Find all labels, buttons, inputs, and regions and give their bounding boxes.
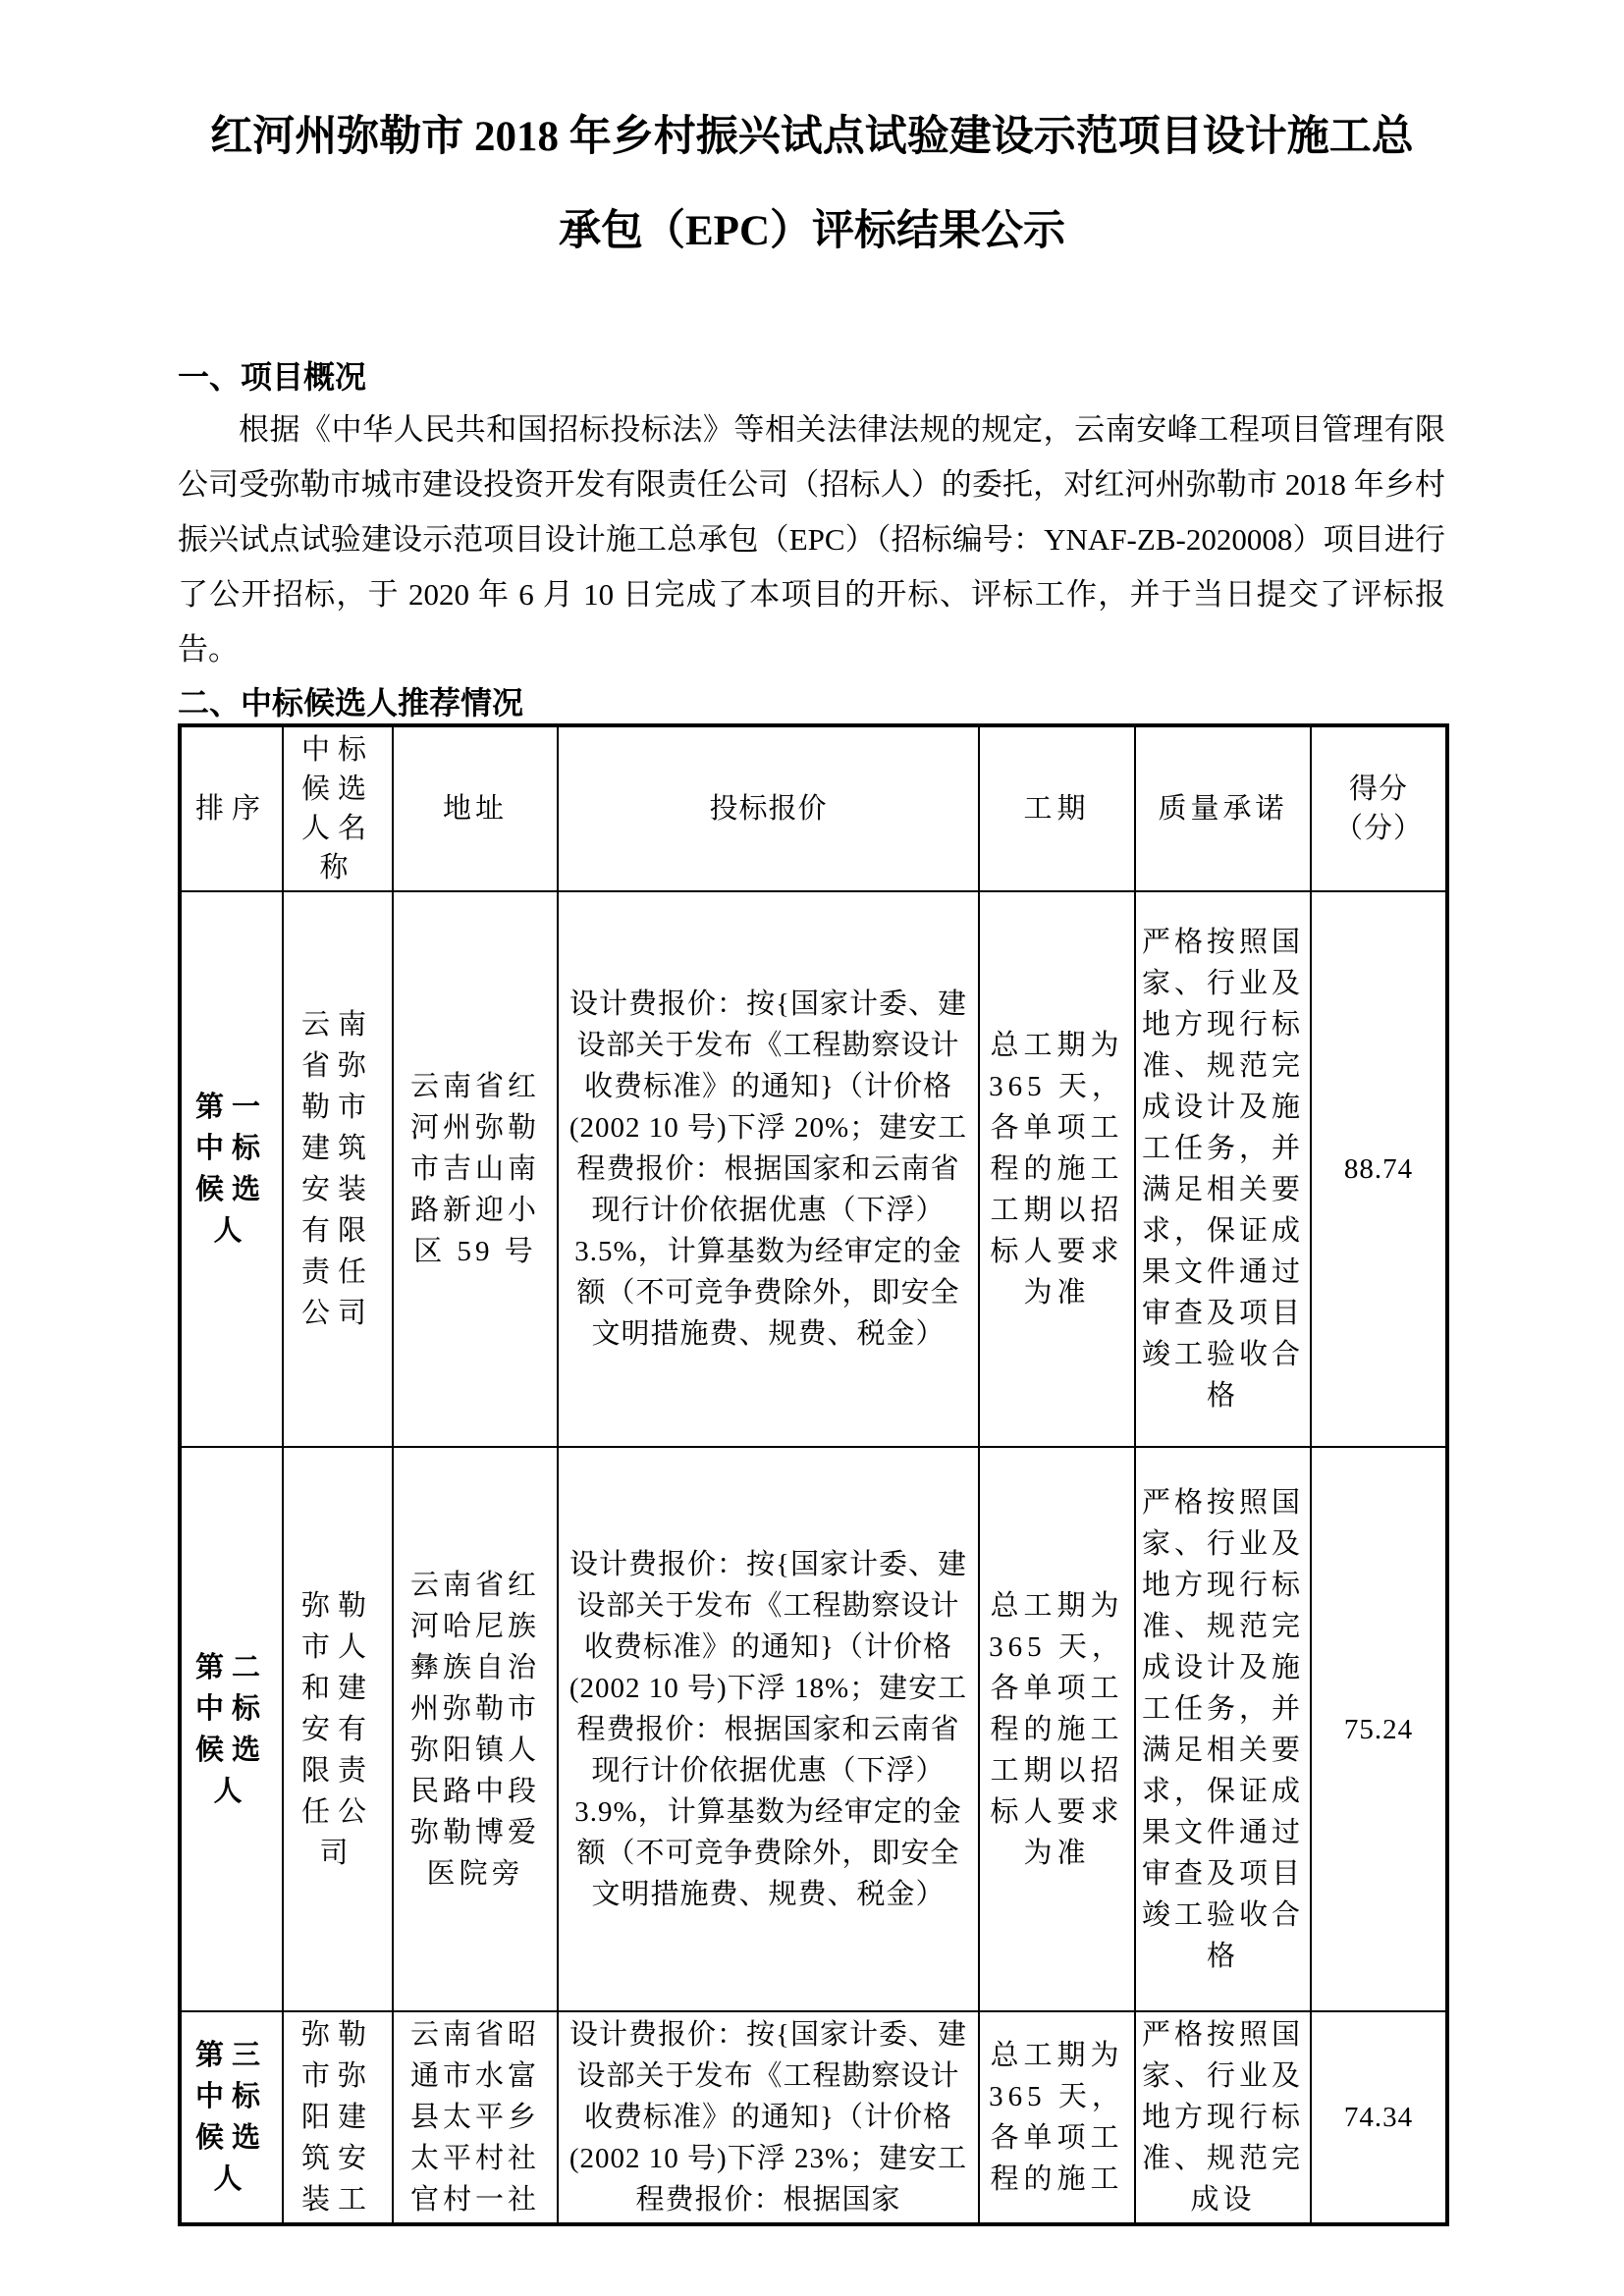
cell-bid: 设计费报价：按{国家计委、建设部关于发布《工程勘察设计收费标准》的通知}（计价格(2002 10 号)下浮 23%；建安工程费报价：根据国家 — [558, 2011, 979, 2224]
header-cell-name: 中标候选人名称 — [283, 725, 393, 891]
section2-heading: 二、中标候选人推荐情况 — [178, 685, 524, 721]
cell-score: 74.34 — [1311, 2011, 1447, 2224]
cell-duration: 总工期为 365 天，各单项工程的施工工期以招标人要求为准 — [979, 1447, 1135, 2011]
header-cell-bid: 投标报价 — [558, 725, 979, 891]
cell-name: 弥勒市弥阳建筑安装工 — [283, 2011, 393, 2224]
cell-name: 云南省弥勒市建筑安装有限责任公司 — [283, 891, 393, 1447]
cell-bid: 设计费报价：按{国家计委、建设部关于发布《工程勘察设计收费标准》的通知}（计价格(2002 10 号)下浮 18%；建安工程费报价：根据国家和云南省现行计价依据优惠（下浮）3.9%，计算基数为经审定的金额（不可竞争费除外，即安全文明措施费、规费、税金） — [558, 1447, 979, 2011]
cell-address: 云南省红河州弥勒市吉山南路新迎小区 59 号 — [393, 891, 558, 1447]
cell-bid: 设计费报价：按{国家计委、建设部关于发布《工程勘察设计收费标准》的通知}（计价格(2002 10 号)下浮 20%；建安工程费报价：根据国家和云南省现行计价依据优惠（下浮）3.5%，计算基数为经审定的金额（不可竞争费除外，即安全文明措施费、规费、税金） — [558, 891, 979, 1447]
header-cell-duration: 工期 — [979, 725, 1135, 891]
cell-score: 75.24 — [1311, 1447, 1447, 2011]
cell-name: 弥勒市人和建安有限责任公司 — [283, 1447, 393, 2011]
cell-quality: 严格按照国家、行业及地方现行标准、规范完成设计及施工任务，并满足相关要求，保证成果文件通过审查及项目竣工验收合格 — [1135, 891, 1311, 1447]
header-cell-score: 得分（分） — [1311, 725, 1447, 891]
cell-quality: 严格按照国家、行业及地方现行标准、规范完成设 — [1135, 2011, 1311, 2224]
cell-rank: 第三中标候选人 — [180, 2011, 283, 2224]
header-cell-address: 地址 — [393, 725, 558, 891]
section1-paragraph: 根据《中华人民共和国招标投标法》等相关法律法规的规定，云南安峰工程项目管理有限公司受弥勒市城市建设投资开发有限责任公司（招标人）的委托，对红河州弥勒市 2018 年乡村振兴试点试验建设示范项目设计施工总承包（EPC）（招标编号：YNAF-ZB-2020008）项目进行了公开招标，于 2020 年 6 月 10 日完成了本项目的开标、评标工作，并于当日提交了评标报告。 — [178, 412, 1445, 667]
table-row-second-candidate — [180, 1447, 1447, 2011]
page-title: 红河州弥勒市 2018 年乡村振兴试点试验建设示范项目设计施工总承包（EPC）评标结果公示 — [210, 114, 1414, 254]
cell-duration: 总工期为 365 天，各单项工程的施工工期以招标人要求为准 — [979, 891, 1135, 1447]
header-cell-quality: 质量承诺 — [1135, 725, 1311, 891]
cell-rank: 第一中标候选人 — [180, 891, 283, 1447]
header-cell-rank: 排序 — [180, 725, 283, 891]
cell-address: 云南省红河哈尼族彝族自治州弥勒市弥阳镇人民路中段弥勒博爱医院旁 — [393, 1447, 558, 2011]
section1-heading: 一、项目概况 — [178, 359, 367, 395]
table-row-third-candidate — [180, 2011, 1447, 2224]
cell-duration: 总工期为 365 天，各单项工程的施工 — [979, 2011, 1135, 2224]
cell-quality: 严格按照国家、行业及地方现行标准、规范完成设计及施工任务，并满足相关要求，保证成果文件通过审查及项目竣工验收合格 — [1135, 1447, 1311, 2011]
table-header-row — [180, 725, 1447, 891]
cell-score: 88.74 — [1311, 891, 1447, 1447]
bid-results-table — [178, 723, 1449, 2226]
table-row-first-candidate — [180, 891, 1447, 1447]
cell-rank: 第二中标候选人 — [180, 1447, 283, 2011]
cell-address: 云南省昭通市水富县太平乡太平村社官村一社 — [393, 2011, 558, 2224]
